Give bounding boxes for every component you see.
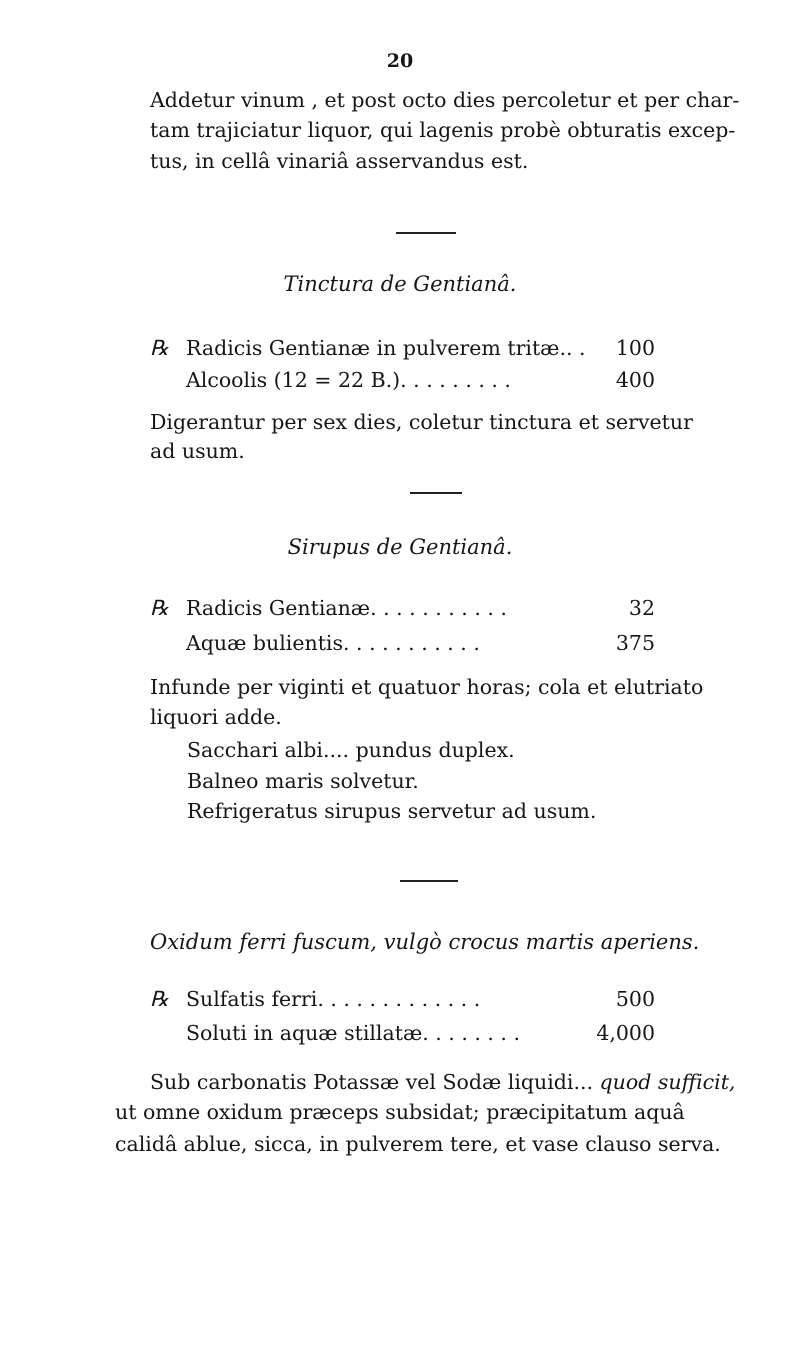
section-title-tinctura: Tinctura de Gentianâ. — [283, 272, 517, 296]
ingredient-amount: 4,000 — [596, 1021, 655, 1045]
ingredient-name: Aquæ bulientis. . . . . . . . . . . — [186, 631, 480, 655]
ingredient-name: Soluti in aquæ stillatæ. . . . . . . . — [186, 1021, 520, 1045]
instruction-line: Refrigeratus sirupus servetur ad usum. — [187, 799, 597, 823]
title-rest-part: , vulgò crocus martis aperiens. — [370, 930, 700, 954]
title-italic-part: Oxidum ferri fuscum — [150, 930, 371, 954]
instruction-line: Balneo maris solvetur. — [187, 769, 419, 793]
text-line: ad usum. — [150, 439, 245, 463]
ingredient-name: Alcoolis (12 = 22 B.). . . . . . . . . — [186, 368, 511, 392]
text-line: Addetur vinum , et post octo dies percoletur et per char- — [150, 88, 740, 112]
ingredient-amount: 375 — [615, 631, 655, 655]
text-line: ut omne oxidum præceps subsidat; præcipitatum aquâ — [115, 1100, 685, 1124]
text-line: Infunde per viginti et quatuor horas; cola et elutriato — [150, 675, 704, 699]
ingredient-amount: 32 — [628, 596, 655, 620]
recipe-symbol: ℞ — [150, 336, 169, 360]
section-divider — [410, 492, 462, 494]
text-start: Sub carbonatis Potassæ vel Sodæ liquidi... — [150, 1070, 594, 1094]
section-divider — [400, 880, 458, 882]
ingredient-name: Radicis Gentianæ. . . . . . . . . . . — [186, 596, 507, 620]
ingredient-name: Sulfatis ferri. . . . . . . . . . . . . — [186, 987, 481, 1011]
page-number: 20 — [386, 50, 414, 72]
instruction-line: Sacchari albi.... pundus duplex. — [187, 738, 515, 762]
recipe-symbol: ℞ — [150, 987, 169, 1011]
text-italic: quod sufficit, — [599, 1070, 736, 1094]
text-line: Digerantur per sex dies, coletur tinctura et servetur — [150, 410, 693, 434]
text-line: tus, in cellâ vinariâ asservandus est. — [150, 149, 529, 173]
section-divider — [396, 232, 456, 234]
text-line — [150, 1070, 735, 1094]
ingredient-amount: 400 — [615, 368, 655, 392]
text-line: liquori adde. — [150, 705, 282, 729]
text-line: tam trajiciatur liquor, qui lagenis probè obturatis excep- — [150, 118, 736, 142]
ingredient-name: Radicis Gentianæ in pulverem tritæ.. . — [186, 336, 586, 360]
section-title-sirupus: Sirupus de Gentianâ. — [287, 535, 513, 559]
ingredient-amount: 500 — [615, 987, 655, 1011]
section-title-oxidum — [150, 930, 699, 954]
text-line: calidâ ablue, sicca, in pulverem tere, et vase clauso serva. — [115, 1132, 721, 1156]
recipe-symbol: ℞ — [150, 596, 169, 620]
ingredient-amount: 100 — [615, 336, 655, 360]
